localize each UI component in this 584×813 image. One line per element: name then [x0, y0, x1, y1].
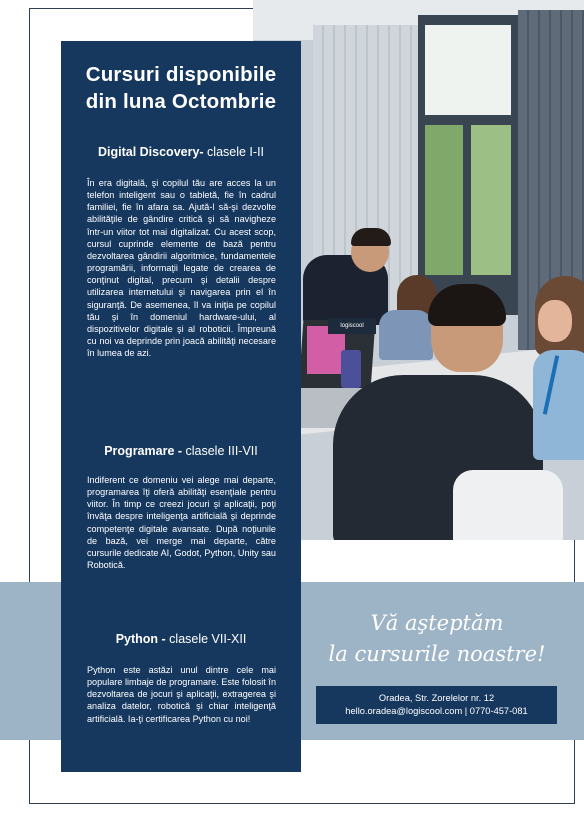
photo-instructor-hair: [351, 228, 391, 246]
course-description-python: Python este astăzi unul dintre cele mai populare limbaje de programare. Este folosit în dezvoltarea de jocuri şi aplicaţii, extragerea şi analiza datelor, robotică şi chiar inteligenţă artificială. Ia-ţi certificarea Python cu noi!: [87, 665, 276, 724]
page-title: Cursuri disponibile din luna Octombrie: [85, 63, 277, 113]
photo-student: [379, 310, 433, 360]
slogan-line-2: la cursurile noastre!: [328, 642, 546, 666]
course-description-programare: Indiferent ce domeniu vei alege mai departe, programarea îţi oferă abilităţi esenţiale pentru viitor. În timp ce creezi jocuri şi aplicaţii, poţi învăţa despre inteligenţa artificială şi deprinde competenţe digitale avansate. După noţiunile de bază, vei merge mai departe, către cursurile dedicate AI, Godot, Python, Unity sau Robotică.: [87, 475, 276, 571]
contact-box: [316, 686, 557, 724]
course-grades: clasele I-II: [203, 145, 265, 159]
photo-logo-plate: [328, 318, 376, 334]
course-heading-programare: [61, 443, 301, 459]
photo-window-pane: [425, 125, 463, 275]
photo-chair: [453, 470, 563, 540]
course-grades: clasele VII-XII: [165, 632, 247, 646]
contact-email-phone: hello.oradea@logiscool.com | 0770-457-081: [345, 706, 528, 716]
course-name: Programare -: [104, 444, 183, 458]
photo-window-pane: [425, 25, 511, 115]
photo-logo-text: logiscool: [340, 323, 364, 329]
photo-student-right-face: [538, 300, 572, 342]
course-name: Python -: [115, 632, 166, 646]
frame-line-top: [29, 8, 253, 9]
classroom-photo: [253, 0, 584, 540]
photo-window-pane: [471, 125, 511, 275]
course-description-digital-discovery: În era digitală, şi copilul tău are acces la un telefon inteligent sau o tabletă, fie în cadrul familiei, fie în afara sa. Ajută-l să-şi dezvolte abilităţile de gândire critică şi să navigheze într-un viitor tot mai digitalizat. Cu acest scop, cursul cuprinde elemente de bază pentru dezvoltarea gândirii algoritmice, fundamentele programării, informaţii legate de crearea de conţinut digital, precum şi detalii despre utilizarea internetului şi navigarea prin el în siguranţă. De asemenea, îl va iniţia pe copilul tău şi în domeniul hardware-ului, al dispozitivelor digitale şi al roboticii. Împreună cu noi va deprinde prin joacă abilităţi necesare în lumea de azi.: [87, 178, 276, 359]
contact-address: Oradea, Str. Zorelelor nr. 12: [378, 693, 495, 703]
courses-panel: [61, 41, 301, 772]
photo-phone: [341, 350, 361, 388]
slogan-line-1: Vă aşteptăm: [370, 611, 504, 635]
invitation-slogan: [312, 608, 562, 670]
frame-line-bottom: [29, 803, 575, 804]
course-heading-digital-discovery: [61, 144, 301, 160]
course-grades: clasele III-VII: [182, 444, 258, 458]
course-name: Digital Discovery-: [97, 145, 204, 159]
photo-student-right-body: [533, 350, 584, 460]
course-heading-python: [61, 631, 301, 647]
